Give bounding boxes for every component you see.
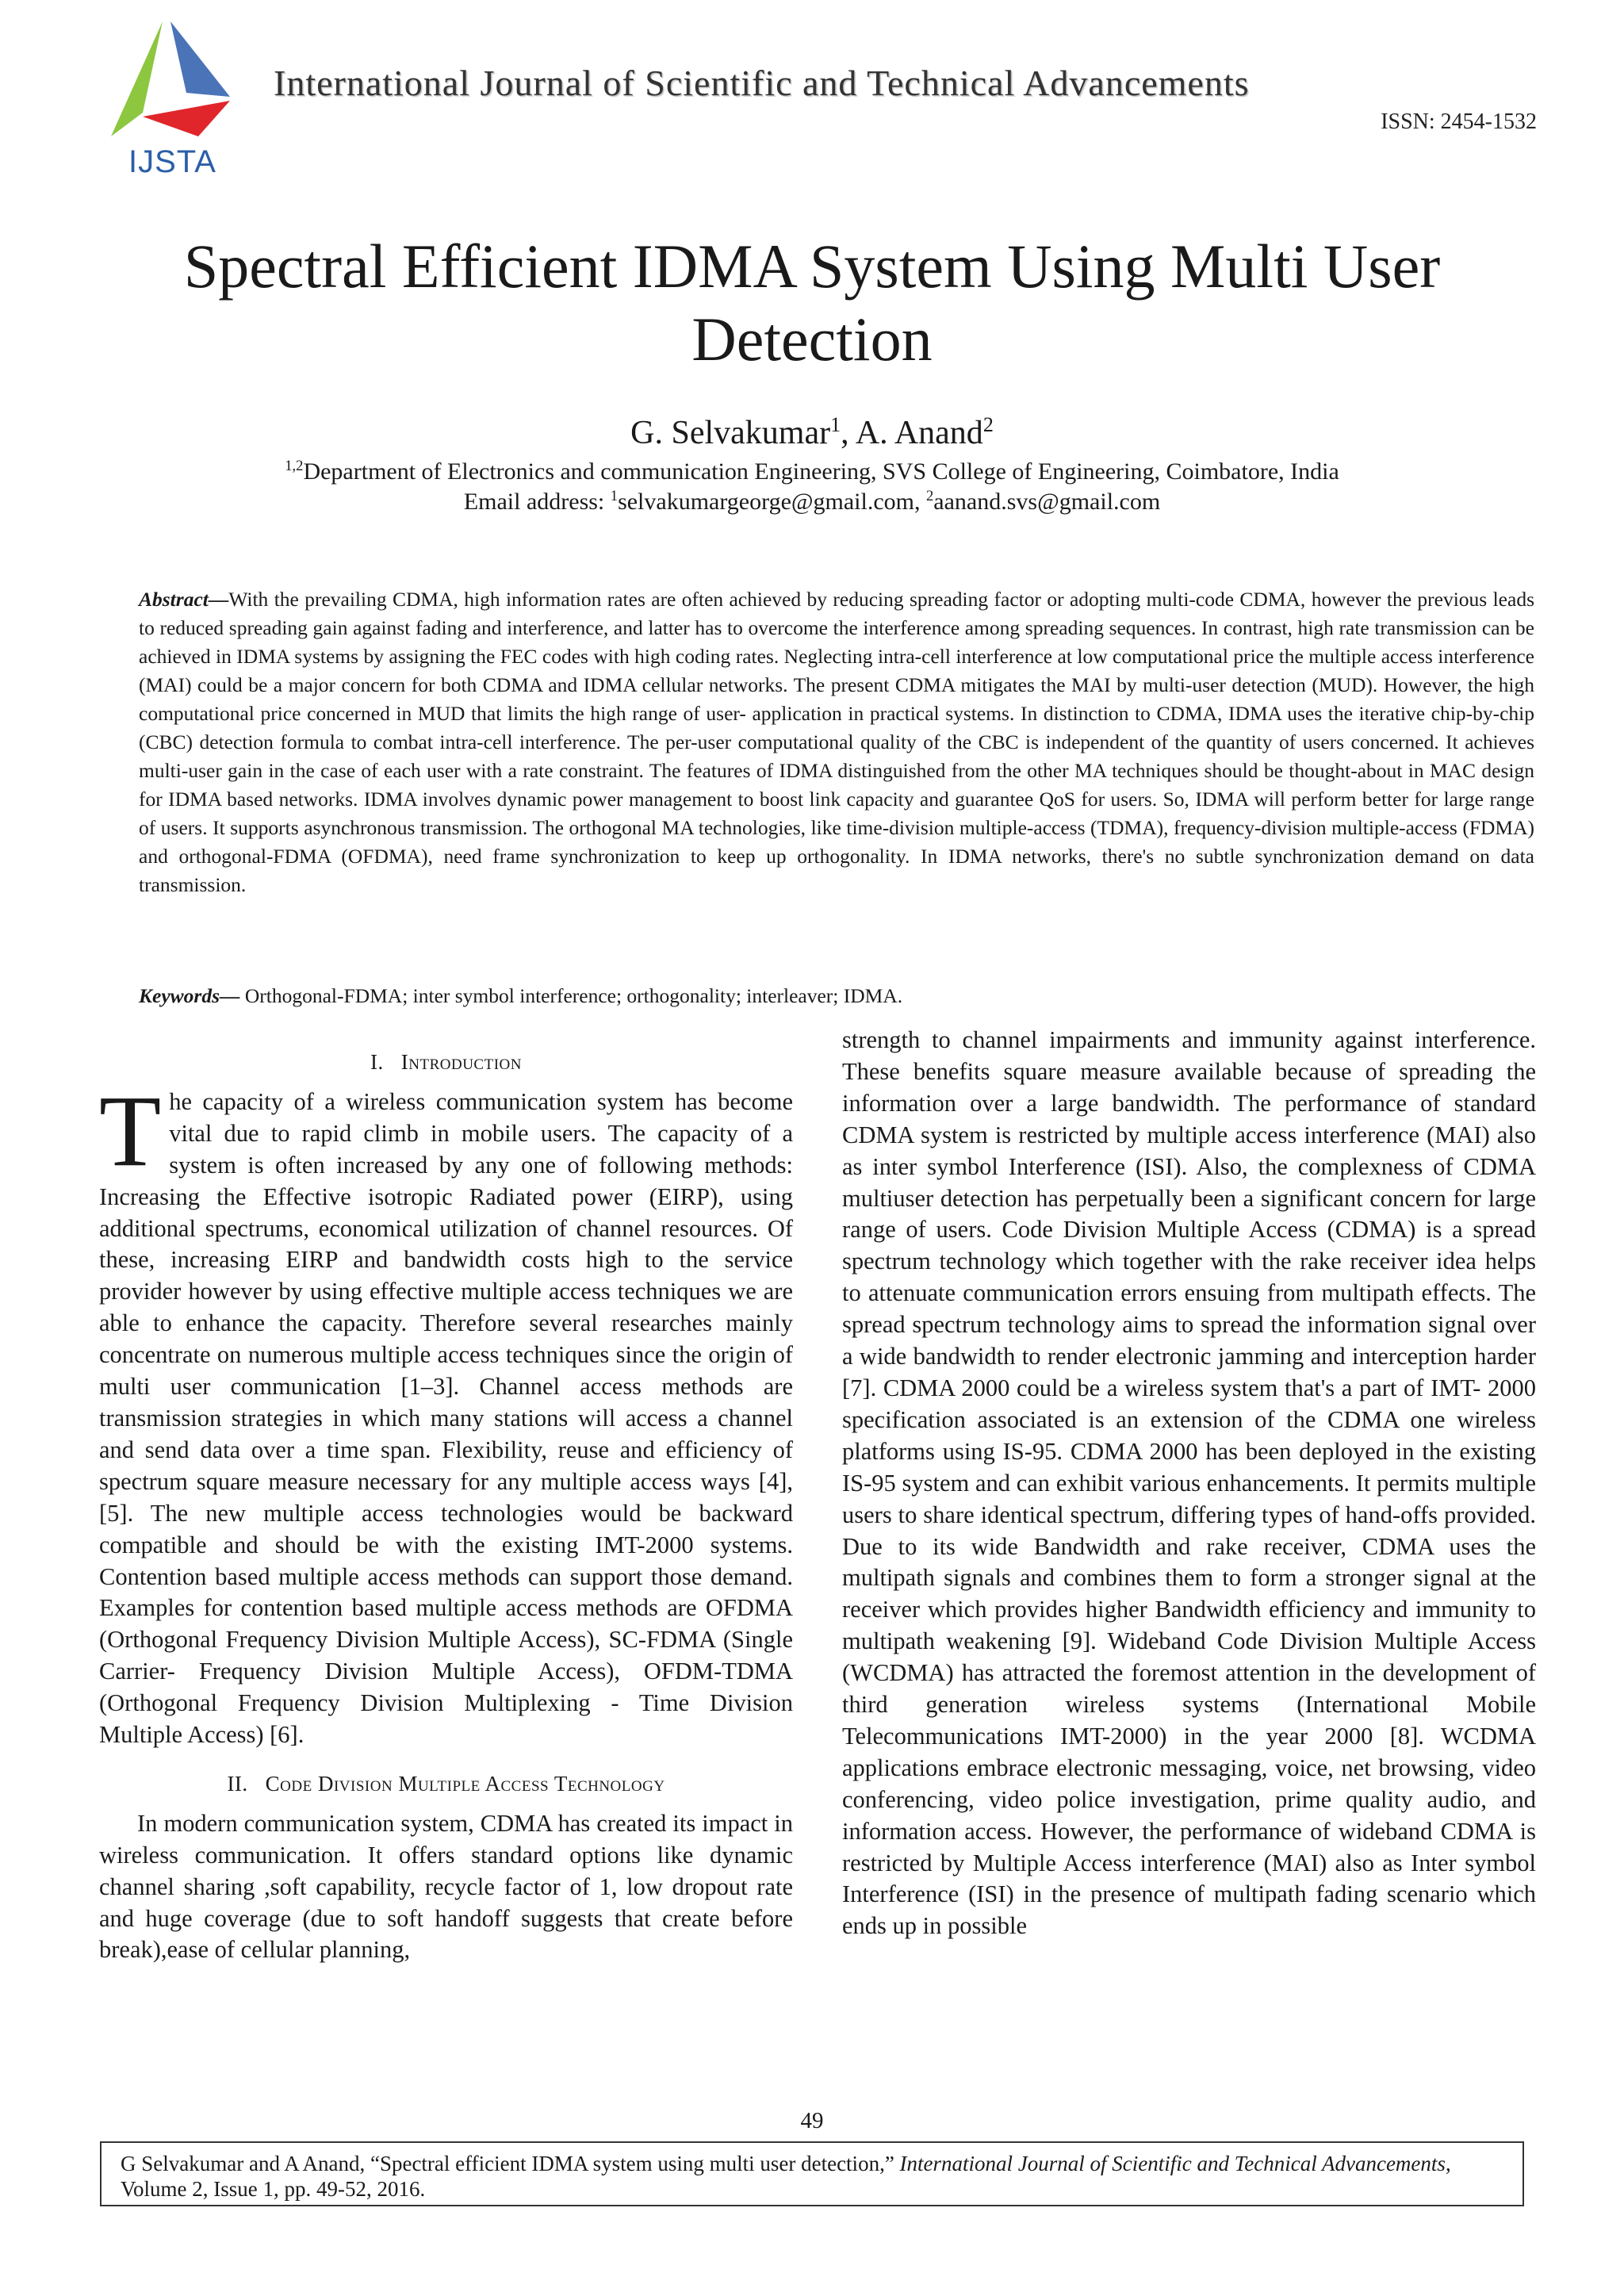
right-column [842, 1025, 1536, 1942]
keywords-text: Orthogonal-FDMA; inter symbol interference; orthogonality; interleaver; IDMA. [239, 984, 903, 1007]
cdma-paragraph-continued: strength to channel impairments and immunity against interference. These benefits square measure available because of spreading the information over a large bandwidth. The performance of standard CDMA system is restricted by multiple access interference (MAI) also as inter symbol Interference (ISI). Also, the complexness of CDMA multiuser detection has perpetually been a significant concern for large range of users. Code Division Multiple Access (CDMA) is a spread spectrum technology which together with the rake receiver idea helps to attenuate communication errors ensuing from multipath effects. The spread spectrum technology aims to spread the information signal over a wide bandwidth to render electronic jamming and interception harder [7]. CDMA 2000 could be a wireless system that's a part of IMT- 2000 specification associated is an extension of the CDMA one wireless platforms using IS-95. CDMA 2000 has been deployed in the existing IS-95 system and can exhibit various enhancements. It permits multiple users to share identical spectrum, differing types of hand-offs provided. Due to its wide Bandwidth and rake receiver, CDMA uses the multipath signals and combines them to form a stronger signal at the receiver which provides higher Bandwidth efficiency and immunity to multipath weakening [9]. Wideband Code Division Multiple Access (WCDMA) has attracted the foremost attention in the development of third generation wireless systems (International Mobile Telecommunications IMT-2000) in the year 2000 [8]. WCDMA applications embrace electronic messaging, voice, net browsing, video conferencing, video police investigation, prime quality audio, and information access. However, the performance of wideband CDMA is restricted by Multiple Access interference (MAI) also as Inter symbol Interference (ISI) in the presence of multipath fading scenario which ends up in possible [842, 1026, 1536, 1940]
email-line: Email address: $^1$selvakumargeorge@gmail.com, $^2$aanand.svs@gmail.com [463, 488, 1161, 515]
page-number: 49 [800, 2108, 824, 2133]
author-1: G. Selvakumar [630, 415, 831, 451]
email-2-link[interactable]: aanand.svs@gmail.com [933, 489, 1161, 515]
paper-title: Spectral Efficient IDMA System Using Multi User Detection [183, 232, 1441, 374]
author-line: G. Selvakumar$^1$, A. Anand$^2$ [630, 413, 994, 451]
cdma-paragraph: In modern communication system, CDMA has created its impact in wireless communication. It offers standard options like dynamic channel sharing ,soft capability, recycle factor of 1, low dropout rate and huge coverage (due to soft handoff suggests that create before break),ease of cellular planning, [99, 1809, 793, 1964]
section-heading-1: I. Introduction [370, 1050, 522, 1074]
intro-paragraph: The capacity of a wireless communication system has become vital due to rapid climb in mobile users. The capacity of a system is often increased by any one of following methods: Increasing the Effective isotropic Radiated power (EIRP), using additional spectrums, economical utilization of channel resources. Of these, increasing EIRP and bandwidth costs high to the service provider however by using effective multiple access techniques we are able to enhance the capacity. Therefore several researches mainly concentrate on numerous multiple access techniques since the origin of multi user communication [1–3]. Channel access methods are transmission strategies in which many stations will access a channel and send data over a time span. Flexibility, reuse and efficiency of spectrum square measure necessary for any multiple access ways [4], [5]. The new multiple access technologies would be backward compatible and should be with the existing IMT-2000 systems. Contention based multiple access methods can support those demand. Examples for contention based multiple access methods are OFDMA (Orthogonal Frequency Division Multiple Access), SC-FDMA (Single Carrier- Frequency Division Multiple Access), OFDM-TDMA (Orthogonal Frequency Division Multiplexing - Time Division Multiple Access) [6]. [99, 1074, 793, 1749]
triangle-logo-icon [95, 17, 246, 152]
logo-text: IJSTA [128, 144, 216, 179]
author-2: A. Anand [855, 415, 983, 451]
journal-title: International Journal of Scientific and Technical Advancements [274, 63, 1250, 103]
drop-cap: T [99, 1074, 162, 1187]
keywords [139, 982, 1534, 1010]
section-heading-2: II. Code Division Multiple Access Technology [227, 1771, 665, 1796]
left-column [99, 1023, 793, 1966]
citation-journal: International Journal of Scientific and Technical Advancements [899, 2152, 1446, 2175]
abstract-label: Abstract [139, 588, 209, 611]
keywords-label: Keywords— [139, 984, 240, 1007]
journal-logo [95, 17, 246, 184]
abstract-text: With the prevailing CDMA, high information rates are often achieved by reducing spreading factor or adopting multi-code CDMA, however the previous leads to reduced spreading gain against fading and interference, and latter has to overcome the interference among spreading sequences. In contrast, high rate transmission can be achieved in IDMA systems by assigning the FEC codes with high coding rates. Neglecting intra-cell interference at low computational price the multiple access interference (MAI) could be a major concern for both CDMA and IDMA cellular networks. The present CDMA mitigates the MAI by multi-user detection (MUD). However, the high computational price concerned in MUD that limits the high range of user- application in practical systems. In distinction to CDMA, IDMA uses the iterative chip-by-chip (CBC) detection formula to combat intra-cell interference. The per-user computational quality of the CBC is independent of the quantity of users concerned. It achieves multi-user gain in the case of each user with a rate constraint. The features of IDMA distinguished from the other MA techniques should be thought-about in MAC design for IDMA based networks. IDMA involves dynamic power management to boost link capacity and guarantee QoS for users. So, IDMA will perform better for large range of users. It supports asynchronous transmission. The orthogonal MA technologies, like time-division multiple-access (TDMA), frequency-division multiple-access (FDMA) and orthogonal-FDMA (OFDMA), need frame synchronization to keep up orthogonality. In IDMA networks, there's no subtle synchronization demand on data transmission. [139, 588, 1534, 896]
citation-box: G Selvakumar and A Anand, “Spectral efficient IDMA system using multi user detection,” International Journal of Scientific and Technical Advancements, Volume 2, Issue 1, pp. 49-52, 2016. [100, 2141, 1524, 2206]
affiliation: $^{1,2}$Department of Electronics and communication Engineering, SVS College of Engineering, Coimbatore, India [285, 458, 1339, 485]
email-1-link[interactable]: selvakumargeorge@gmail.com, [618, 489, 926, 515]
abstract: Abstract—With the prevailing CDMA, high information rates are often achieved by reducing spreading factor or adopting multi-code CDMA, however the previous leads to reduced spreading gain against fading and interference, and latter has to overcome the interference among spreading sequences. In contrast, high rate transmission can be achieved in IDMA systems by assigning the FEC codes with high coding rates. Neglecting intra-cell interference at low computational price the multiple access interference (MAI) could be a major concern for both CDMA and IDMA cellular networks. The present CDMA mitigates the MAI by multi-user detection (MUD). However, the high computational price concerned in MUD that limits the high range of user- application in practical systems. In distinction to CDMA, IDMA uses the iterative chip-by-chip (CBC) detection formula to combat intra-cell interference. The per-user computational quality of the CBC is independent of the quantity of users concerned. It achieves multi-user gain in the case of each user with a rate constraint. The features of IDMA distinguished from the other MA techniques should be thought-about in MAC design for IDMA based networks. IDMA involves dynamic power management to boost link capacity and guarantee QoS for users. So, IDMA will perform better for large range of users. It supports asynchronous transmission. The orthogonal MA technologies, like time-division multiple-access (TDMA), frequency-division multiple-access (FDMA) and orthogonal-FDMA (OFDMA), need frame synchronization to keep up orthogonality. In IDMA networks, there's no subtle synchronization demand on data transmission. [139, 588, 1534, 896]
issn: ISSN: 2454-1532 [1381, 109, 1537, 134]
